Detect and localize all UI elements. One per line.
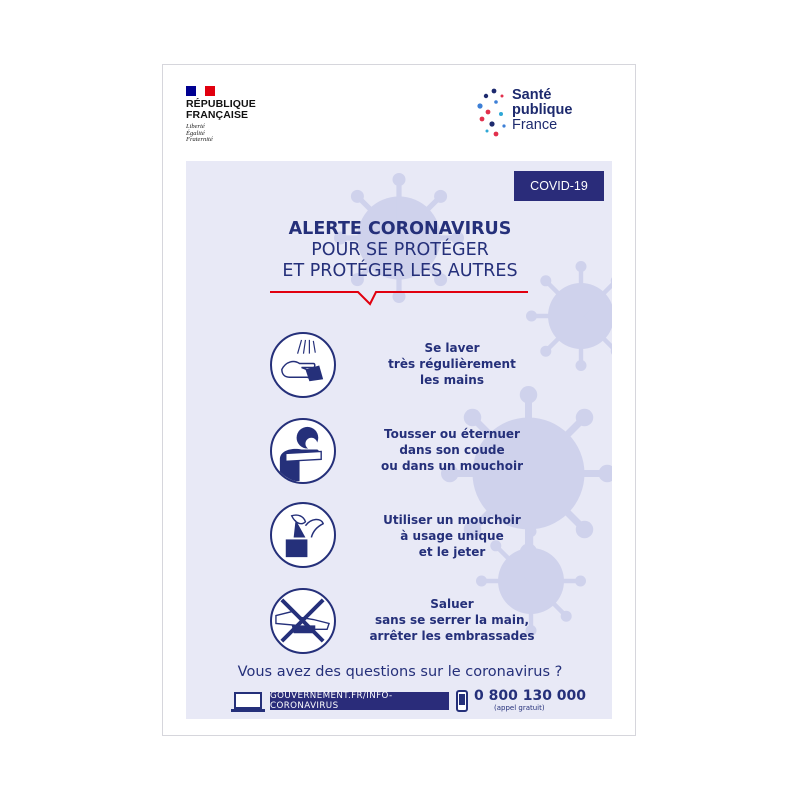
- action-text-cough-elbow: Tousser ou éternuer dans son coude ou dans un mouchoir: [380, 427, 523, 473]
- republic-motto: Liberté Égalité Fraternité: [186, 123, 213, 144]
- action-text-wash-hands: Se laver très régulièrement les mains: [388, 341, 516, 387]
- action-text-no-handshake: Saluer sans se serrer la main, arrêter les embrassades: [369, 597, 535, 643]
- hand-washing-icon: [270, 332, 336, 398]
- phone-note: (appel gratuit): [494, 704, 545, 712]
- sante-publique-france-label: Santé publique France: [512, 87, 573, 133]
- tissue-bin-icon: [270, 502, 336, 568]
- questions-heading: Vous avez des questions sur le coronavirus ?: [237, 664, 563, 680]
- info-coronavirus-link[interactable]: GOUVERNEMENT.FR/INFO-CORONAVIRUS: [270, 692, 449, 710]
- mobile-phone-icon: [456, 690, 468, 712]
- covid-badge: COVID-19: [514, 171, 604, 201]
- republique-francaise-label: RÉPUBLIQUE FRANÇAISE: [186, 98, 256, 121]
- laptop-icon: [231, 691, 265, 713]
- headline-line-1: ALERTE CORONAVIRUS: [288, 219, 512, 239]
- headline-line-3: ET PROTÉGER LES AUTRES: [282, 261, 518, 281]
- headline-line-2: POUR SE PROTÉGER: [311, 240, 489, 260]
- phone-number[interactable]: 0 800 130 000: [474, 688, 587, 704]
- action-text-single-use-tissue: Utiliser un mouchoir à usage unique et le jeter: [383, 513, 521, 559]
- speech-underline-icon: [270, 286, 528, 306]
- no-handshake-icon: [270, 588, 336, 654]
- cough-elbow-icon: [270, 418, 336, 484]
- poster-headline: [190, 219, 610, 282]
- french-flag-icon: [186, 86, 215, 96]
